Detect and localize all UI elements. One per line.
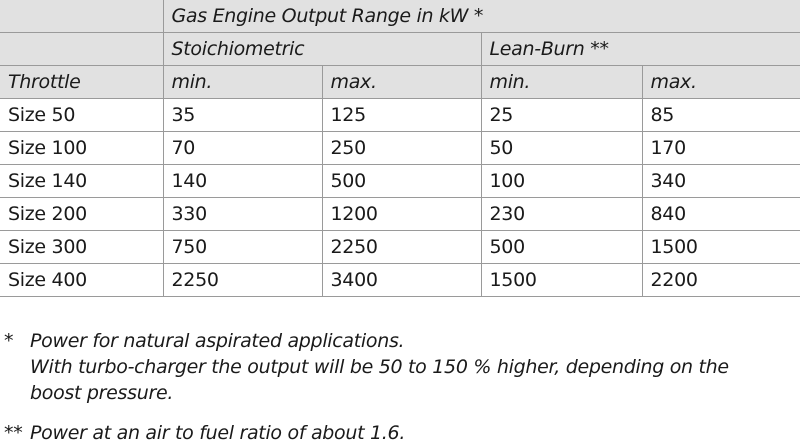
value-cell: 840 — [642, 198, 800, 231]
sub-header-lean-burn: Lean-Burn ** — [481, 33, 800, 66]
value-cell: 85 — [642, 99, 800, 132]
value-cell: 2200 — [642, 264, 800, 297]
header-corner-cell — [0, 33, 163, 66]
column-header-lean-min: min. — [481, 66, 642, 99]
throttle-size-cell: Size 200 — [0, 198, 163, 231]
throttle-size-cell: Size 50 — [0, 99, 163, 132]
throttle-size-cell: Size 100 — [0, 132, 163, 165]
footnote-line: With turbo-charger the output will be 50 to 150 % higher, depending on the — [30, 356, 729, 378]
value-cell: 50 — [481, 132, 642, 165]
value-cell: 750 — [163, 231, 322, 264]
footnote-mark: * — [4, 330, 14, 352]
value-cell: 2250 — [322, 231, 481, 264]
value-cell: 500 — [322, 165, 481, 198]
footnote-line: boost pressure. — [30, 382, 174, 404]
throttle-size-cell: Size 300 — [0, 231, 163, 264]
value-cell: 1500 — [481, 264, 642, 297]
footnote-double-asterisk — [0, 420, 800, 446]
value-cell: 70 — [163, 132, 322, 165]
value-cell: 3400 — [322, 264, 481, 297]
value-cell: 25 — [481, 99, 642, 132]
footnote-line: Power at an air to fuel ratio of about 1.6. — [30, 422, 406, 444]
value-cell: 100 — [481, 165, 642, 198]
value-cell: 500 — [481, 231, 642, 264]
value-cell: 1200 — [322, 198, 481, 231]
value-cell: 1500 — [642, 231, 800, 264]
value-cell: 330 — [163, 198, 322, 231]
throttle-size-cell: Size 140 — [0, 165, 163, 198]
value-cell: 2250 — [163, 264, 322, 297]
footnote-line: Power for natural aspirated applications. — [30, 330, 405, 352]
column-header-stoich-max: max. — [322, 66, 481, 99]
value-cell: 230 — [481, 198, 642, 231]
row-header-throttle: Throttle — [0, 66, 163, 99]
value-cell: 170 — [642, 132, 800, 165]
table-row — [0, 198, 800, 231]
header-corner-cell — [0, 0, 163, 33]
column-header-lean-max: max. — [642, 66, 800, 99]
footnote-mark: ** — [4, 422, 23, 444]
value-cell: 250 — [322, 132, 481, 165]
table-row — [0, 99, 800, 132]
value-cell: 140 — [163, 165, 322, 198]
value-cell: 35 — [163, 99, 322, 132]
column-header-stoich-min: min. — [163, 66, 322, 99]
group-header: Gas Engine Output Range in kW * — [163, 0, 800, 33]
throttle-size-cell: Size 400 — [0, 264, 163, 297]
footnote-single-asterisk — [0, 328, 800, 406]
table-row — [0, 165, 800, 198]
table-row — [0, 132, 800, 165]
value-cell: 125 — [322, 99, 481, 132]
table-row — [0, 231, 800, 264]
footnotes — [0, 328, 800, 446]
sub-header-stoichiometric: Stoichiometric — [163, 33, 481, 66]
value-cell: 340 — [642, 165, 800, 198]
table-row — [0, 264, 800, 297]
